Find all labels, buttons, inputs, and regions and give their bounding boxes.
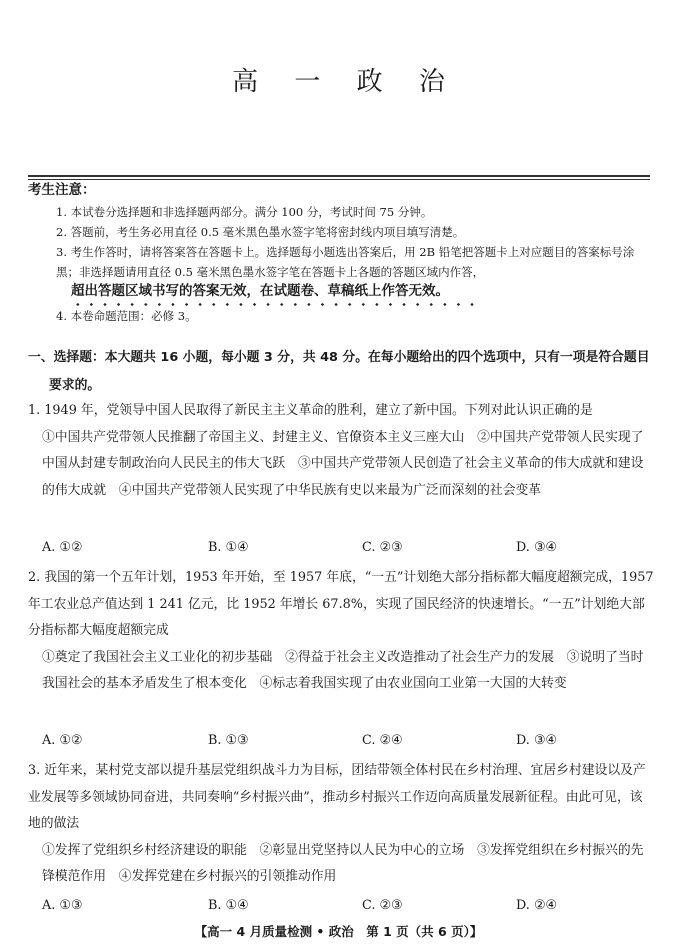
option-b[interactable]: B. ①④ bbox=[208, 898, 249, 913]
option-b[interactable]: B. ①④ bbox=[208, 540, 249, 555]
question-3-stem: 3. 近年来，某村党支部以提升基层党组织战斗力为目标，团结带领全体村民在乡村治理、宜居乡村建设以及产业发展等多领域协同奋进，共同奏响“乡村振兴曲”，推动乡村振兴工作迈向高质量发展新征程。由此可见，该地的做法 bbox=[28, 763, 646, 831]
section-heading-line2: 要求的。 bbox=[49, 378, 101, 393]
option-a[interactable]: A. ①② bbox=[42, 733, 83, 748]
question-1-options bbox=[42, 538, 652, 558]
question-3-options bbox=[42, 896, 652, 916]
question-2-statements: ①奠定了我国社会主义工业化的初步基础 ②得益于社会主义改造推动了社会生产力的发展 ③说明了当时我国社会的基本矛盾发生了根本变化 ④标志着我国实现了由农业国向工业第一大国的大转变 bbox=[42, 649, 644, 691]
question-1-statements: ①中国共产党带领人民推翻了帝国主义、封建主义、官僚资本主义三座大山 ②中国共产党带领人民实现了中国从封建专制政治向人民民主的伟大飞跃 ③中国共产党带领人民创造了社会主义革命的伟大成就和建设的伟大成就 ④中国共产党带领人民实现了中华民族有史以来最为广泛而深刻的社会变革 bbox=[42, 429, 644, 498]
notice-heading: 考生注意： bbox=[28, 182, 96, 198]
option-d[interactable]: D. ③④ bbox=[516, 733, 557, 748]
option-d[interactable]: D. ③④ bbox=[516, 540, 557, 555]
option-d[interactable]: D. ②④ bbox=[516, 898, 557, 913]
option-c[interactable]: C. ②③ bbox=[362, 540, 403, 555]
question-3-statements: ①发挥了党组织乡村经济建设的职能 ②彰显出党坚持以人民为中心的立场 ③发挥党组织在乡村振兴的先锋模范作用 ④发挥党建在乡村振兴的引领推动作用 bbox=[42, 842, 644, 884]
divider-thin bbox=[28, 179, 650, 180]
question-1-stem: 1. 1949 年，党领导中国人民取得了新民主主义革命的胜利，建立了新中国。下列对此认识正确的是 bbox=[28, 403, 593, 418]
section-heading bbox=[28, 344, 654, 400]
notice-item-2: 2. 答题前，考生务必用直径 0.5 毫米黑色墨水签字笔将密封线内项目填写清楚。 bbox=[56, 225, 465, 239]
page-footer: 【高一 4 月质量检测 • 政治 第 1 页（共 6 页）】 bbox=[194, 924, 483, 939]
notice-emphasis: 超出答题区域书写的答案无效，在试题卷、草稿纸上作答无效。 bbox=[71, 283, 449, 299]
option-c[interactable]: C. ②③ bbox=[362, 898, 403, 913]
option-a[interactable]: A. ①② bbox=[42, 540, 83, 555]
question-2 bbox=[28, 565, 654, 698]
notice-item-3: 3. 考生作答时，请将答案答在答题卡上。选择题每小题选出答案后，用 2B 铅笔把答题卡上对应题目的答案标号涂黑；非选择题请用直径 0.5 毫米黑色墨水签字笔在答题卡上各题的答题区域内作答， bbox=[56, 245, 635, 279]
option-b[interactable]: B. ①③ bbox=[208, 733, 249, 748]
option-c[interactable]: C. ②④ bbox=[362, 733, 403, 748]
notice-item-1: 1. 本试卷分选择题和非选择题两部分。满分 100 分，考试时间 75 分钟。 bbox=[56, 205, 433, 219]
question-1 bbox=[28, 398, 654, 504]
question-3 bbox=[28, 758, 654, 891]
section-heading-line1: 一、选择题：本大题共 16 小题，每小题 3 分，共 48 分。在每小题给出的四个选项中，只有一项是符合题目 bbox=[28, 350, 650, 365]
divider-thick bbox=[28, 175, 650, 177]
question-2-options bbox=[42, 731, 652, 751]
notice-item-4: 4. 本卷命题范围：必修 3。 bbox=[56, 309, 197, 323]
option-a[interactable]: A. ①③ bbox=[42, 898, 83, 913]
question-2-stem: 2. 我国的第一个五年计划，1953 年开始，至 1957 年底，“一五”计划绝大部分指标都大幅度超额完成，1957 年工农业总产值达到 1 241 亿元，比 1952 年增长 67.8%，实现了国民经济的快速增长。“一五”计划绝大部分指标都大幅度超额完成 bbox=[28, 570, 654, 638]
page-title: 高 一 政 治 bbox=[232, 67, 459, 97]
